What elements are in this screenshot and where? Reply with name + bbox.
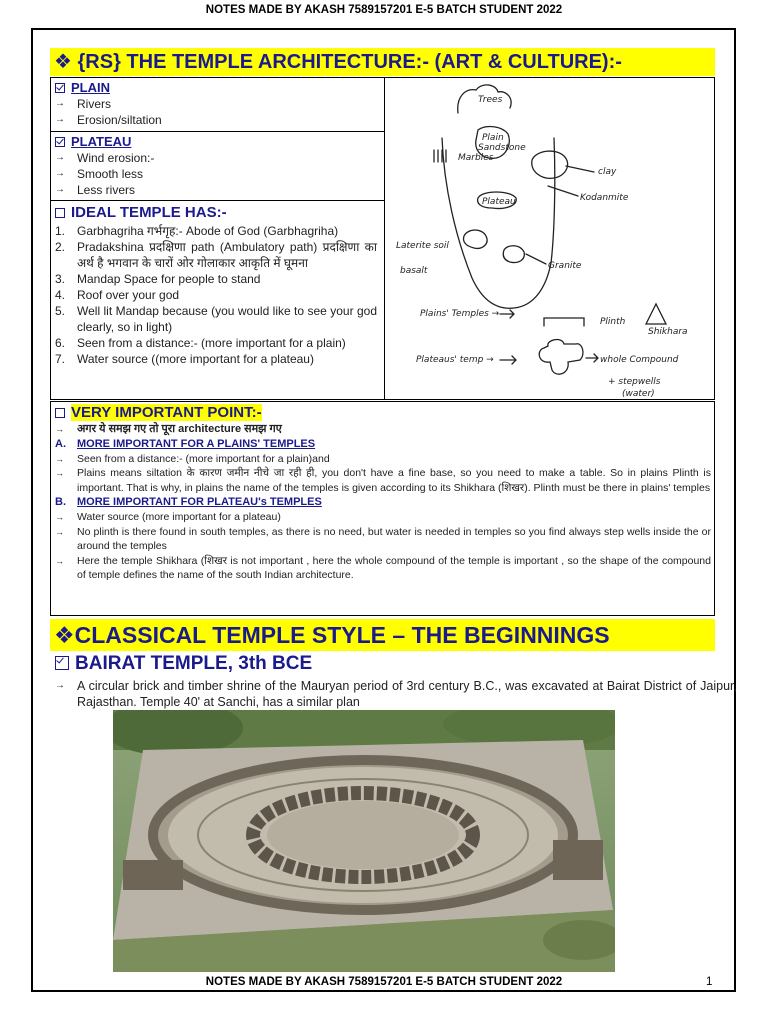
very-important-line: → अगर ये समझ गए तो पूरा architecture समझ गए [55,423,282,435]
page-footer: NOTES MADE BY AKASH 7589157201 E-5 BATCH STUDENT 2022 [205,976,563,988]
checkbox-icon [55,83,65,93]
sketch-shikhara: Shikhara [648,327,688,337]
section-a-item: → Seen from a distance:- (more important for a plain)and [55,452,330,465]
arrow-icon: → [55,184,65,195]
shikhara-triangle [646,304,666,324]
sketch-plateau: Plateau [482,197,516,207]
plain-item: → Rivers [55,97,112,111]
ideal-item: 5. Well lit Mandap because (you would like to see your god clearly, so in light) [55,304,377,334]
very-important-heading: VERY IMPORTANT POINT:- [55,404,711,422]
title-classical-text: CLASSICAL TEMPLE STYLE – THE BEGINNINGS [74,622,610,648]
compound-cross [539,340,583,375]
ideal-item: 4. Roof over your god [55,288,180,302]
sketch-clay: clay [598,167,617,177]
section-b-heading: B. MORE IMPORTANT FOR PLATEAU's TEMPLES [55,496,322,508]
bairat-text: → A circular brick and timber shrine of the Mauryan period of 3rd century B.C., was excavated at Bairat District of Jaipur, Rajasthan. Temple 40' at Sanchi, has a similar plan [55,679,737,709]
plateau-arrow [500,356,516,364]
ideal-heading: IDEAL TEMPLE HAS:- [55,203,377,223]
title-text: {RS} THE TEMPLE ARCHITECTURE:- (ART & CULTURE):- [77,51,622,73]
funnel-left [442,138,555,308]
plateau-item: → Wind erosion:- [55,151,155,165]
ideal-item: 1. Garbhagriha गर्भगृह:- Abode of God (Garbhagriha) [55,224,339,238]
arrow-icon: → [55,680,65,691]
plain-heading: PLAIN [55,80,381,96]
page-header: NOTES MADE BY AKASH 7589157201 E-5 BATCH STUDENT 2022 [205,4,563,16]
clay-blob [532,151,568,178]
page-number: 1 [706,976,713,988]
checkbox-icon [55,656,69,670]
checkbox-empty-icon [55,208,65,218]
sketch-basalt: basalt [400,266,428,276]
plateau-row-border [50,200,385,201]
bairat-heading: BAIRAT TEMPLE, 3th BCE [55,653,312,675]
sketch-plain: Plain [482,133,504,143]
arrow-icon: → [55,424,64,434]
ideal-item: 2. Pradakshina प्रदक्षिणा path (Ambulatory path) प्रदक्षिणा का अर्थ है भगवान के चारों ओर गोलाकार आकृति में घूमना [55,240,377,270]
sketch-marbles: Marbles [458,153,494,163]
arrow-icon: → [55,114,65,125]
hand-drawn-sketch [386,78,714,399]
sketch-granite: Granite [548,261,582,271]
arrow-icon: → [55,555,64,566]
plateau-item: → Less rivers [55,183,136,197]
plateau-item: → Smooth less [55,167,144,181]
leader-clay [566,166,594,172]
sketch-kodanmite: Kodanmite [580,193,629,203]
title-classical: ❖CLASSICAL TEMPLE STYLE – THE BEGINNINGS [50,619,715,651]
arrow-icon: → [55,98,65,109]
leader-kodanmite [548,186,578,196]
sketch-whole-compound: whole Compound [600,355,679,365]
sketch-plateaus-temp: Plateaus' temp → [416,355,494,365]
hatch-left [434,150,446,162]
plain-row-border [50,131,385,132]
section-a-item: → Plains means siltation के कारण जमीन नीचे जा रही ही, you don't have a fine base, so you need to make a table. So in plains Plinth is important. That is why, in plains the name of the temples is given according to its Shikhara (शिखर). Plinth must be there in plains' temples [55,467,711,494]
granite-blob [503,246,524,263]
plain-section [55,80,381,128]
sketch-water: (water) [622,389,655,399]
title-temple-architecture: ❖ {RS} THE TEMPLE ARCHITECTURE:- (ART & CULTURE):- [50,48,715,76]
arrow-icon: → [55,453,64,464]
section-a-heading: A. MORE IMPORTANT FOR A PLAINS' TEMPLES [55,437,316,450]
sketch-trees: Trees [478,95,503,105]
compound-arrow [586,354,598,362]
arrow-icon: → [55,468,64,478]
bairat-temple-photo [113,710,615,972]
checkbox-empty-icon [55,408,65,418]
plain-item: → Erosion/siltation [55,113,162,127]
ideal-temple-section [55,203,377,367]
arrow-icon: → [55,152,65,163]
plains-arrow [500,310,514,318]
sketch-sandstone: Sandstone [478,143,526,153]
ideal-item: 7. Water source ((more important for a plateau) [55,352,314,366]
sketch-stepwells: + stepwells [608,377,661,387]
arrow-icon: → [55,168,65,179]
arrow-icon: → [55,526,64,537]
sketch-plains-temples: Plains' Temples → [420,309,500,319]
very-important-section [55,404,711,583]
section-b-item: → No plinth is there found in south temples, as there is no need, but water is needed in temples so you find always step wells inside the or around the temples [55,525,711,552]
laterite-blob [463,230,487,248]
arrow-icon: → [55,512,64,522]
section-b-item: → Water source (more important for a plateau) [55,511,281,523]
checkbox-icon [55,137,65,147]
ideal-item: 6. Seen from a distance:- (more important for a plain) [55,336,346,350]
leader-granite [526,254,546,264]
sketch-laterite: Laterite soil [396,241,449,251]
plinth-shape [544,318,584,326]
ideal-item: 3. Mandap Space for people to stand [55,272,261,286]
sketch-plinth: Plinth [600,317,626,327]
plateau-section [55,134,381,198]
section-b-item: → Here the temple Shikhara (शिखर is not important , here the whole compound of the temple is important , so the shape of the compound of temple defines the name of the south Indian architecture. [55,554,711,581]
plateau-heading: PLATEAU [55,134,381,150]
